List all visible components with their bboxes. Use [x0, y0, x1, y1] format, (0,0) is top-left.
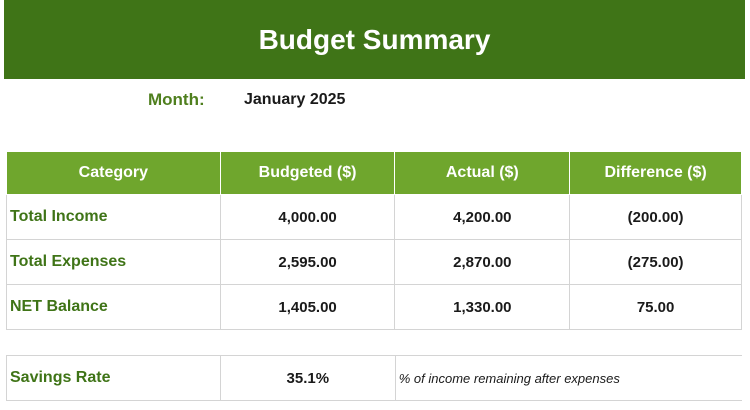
row-budgeted[interactable]: 4,000.00 [220, 195, 395, 240]
month-row [0, 90, 750, 114]
row-budgeted[interactable]: 1,405.00 [220, 285, 395, 330]
table-row [7, 285, 742, 330]
page-title: Budget Summary [258, 23, 491, 55]
month-label: Month: [148, 90, 205, 109]
row-category[interactable]: Total Expenses [7, 240, 221, 285]
title-banner [4, 0, 745, 79]
header-category: Category [7, 152, 221, 195]
row-difference[interactable]: 75.00 [570, 285, 742, 330]
savings-note[interactable]: % of income remaining after expenses [395, 356, 742, 401]
row-difference[interactable]: (275.00) [570, 240, 742, 285]
row-actual[interactable]: 4,200.00 [395, 195, 570, 240]
row-category[interactable]: NET Balance [7, 285, 221, 330]
header-actual: Actual ($) [395, 152, 570, 195]
table-row [7, 240, 742, 285]
row-category[interactable]: Total Income [7, 195, 221, 240]
savings-table [6, 355, 742, 401]
row-budgeted[interactable]: 2,595.00 [220, 240, 395, 285]
header-difference: Difference ($) [570, 152, 742, 195]
row-actual[interactable]: 1,330.00 [395, 285, 570, 330]
row-difference[interactable]: (200.00) [570, 195, 742, 240]
row-actual[interactable]: 2,870.00 [395, 240, 570, 285]
savings-row [7, 356, 743, 401]
month-value: January 2025 [244, 91, 346, 108]
savings-rate-value[interactable]: 35.1% [220, 356, 395, 401]
savings-label[interactable]: Savings Rate [7, 356, 221, 401]
header-budgeted: Budgeted ($) [220, 152, 395, 195]
budget-table [6, 151, 742, 330]
table-header-row [7, 152, 742, 195]
table-row [7, 195, 742, 240]
